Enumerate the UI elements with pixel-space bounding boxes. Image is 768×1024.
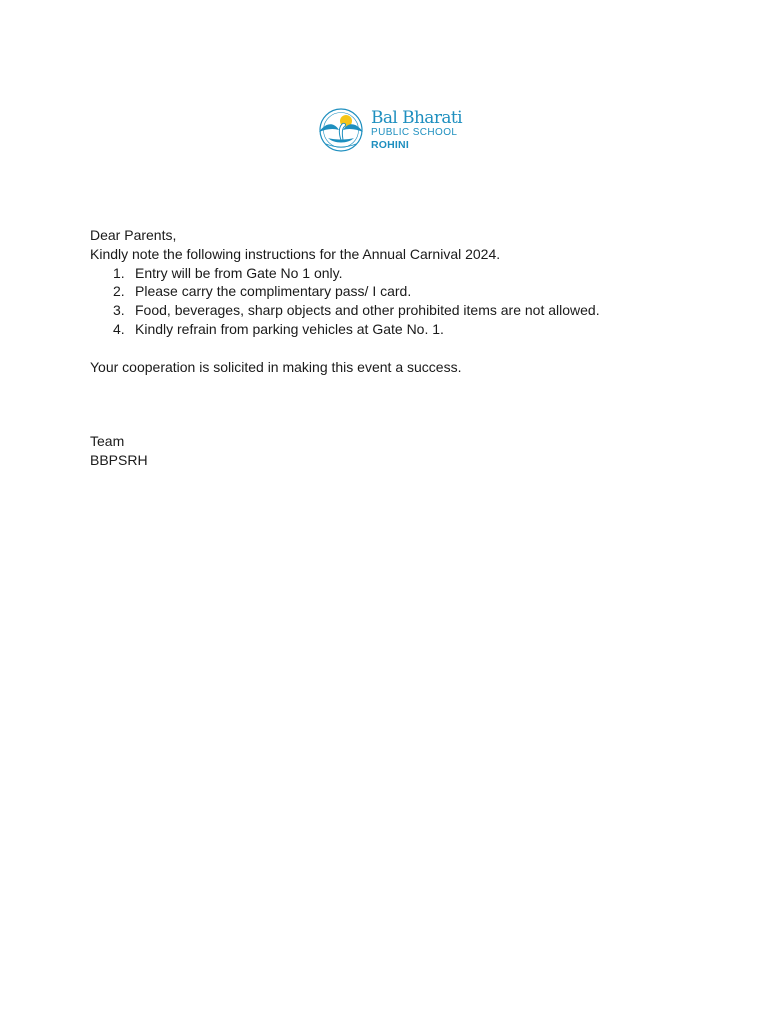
list-item xyxy=(90,282,710,301)
closing-note: Your cooperation is solicited in making this event a success. xyxy=(90,358,462,375)
list-item xyxy=(90,320,710,339)
letter-body xyxy=(90,226,710,470)
logo-school-location: ROHINI xyxy=(371,139,409,151)
signature-gap xyxy=(90,376,710,432)
swan-emblem-icon xyxy=(314,106,368,154)
list-item-text: Please carry the complimentary pass/ I card. xyxy=(135,283,412,300)
list-item-text: Food, beverages, sharp objects and other prohibited items are not allowed. xyxy=(135,302,600,319)
list-item-text: Kindly refrain from parking vehicles at Gate No. 1. xyxy=(135,320,444,337)
paragraph-gap xyxy=(90,339,710,358)
logo-text xyxy=(371,109,466,152)
list-item-number: 3. xyxy=(113,302,125,319)
list-item-number: 4. xyxy=(113,320,125,337)
salutation: Dear Parents, xyxy=(90,227,177,243)
signoff-team: Team xyxy=(90,433,125,450)
intro-text: Kindly note the following instructions for the Annual Carnival 2024. xyxy=(90,245,501,262)
list-item xyxy=(90,264,710,283)
signoff-school-code: BBPSRH xyxy=(90,452,148,469)
logo-school-name: Bal Bharati xyxy=(371,108,462,128)
list-item-number: 2. xyxy=(113,283,125,300)
list-item xyxy=(90,301,710,320)
list-item-text: Entry will be from Gate No 1 only. xyxy=(135,264,343,281)
list-item-number: 1. xyxy=(113,264,125,281)
school-logo xyxy=(314,106,466,156)
instruction-list xyxy=(90,264,710,339)
logo-school-subtitle: PUBLIC SCHOOL xyxy=(371,127,458,138)
